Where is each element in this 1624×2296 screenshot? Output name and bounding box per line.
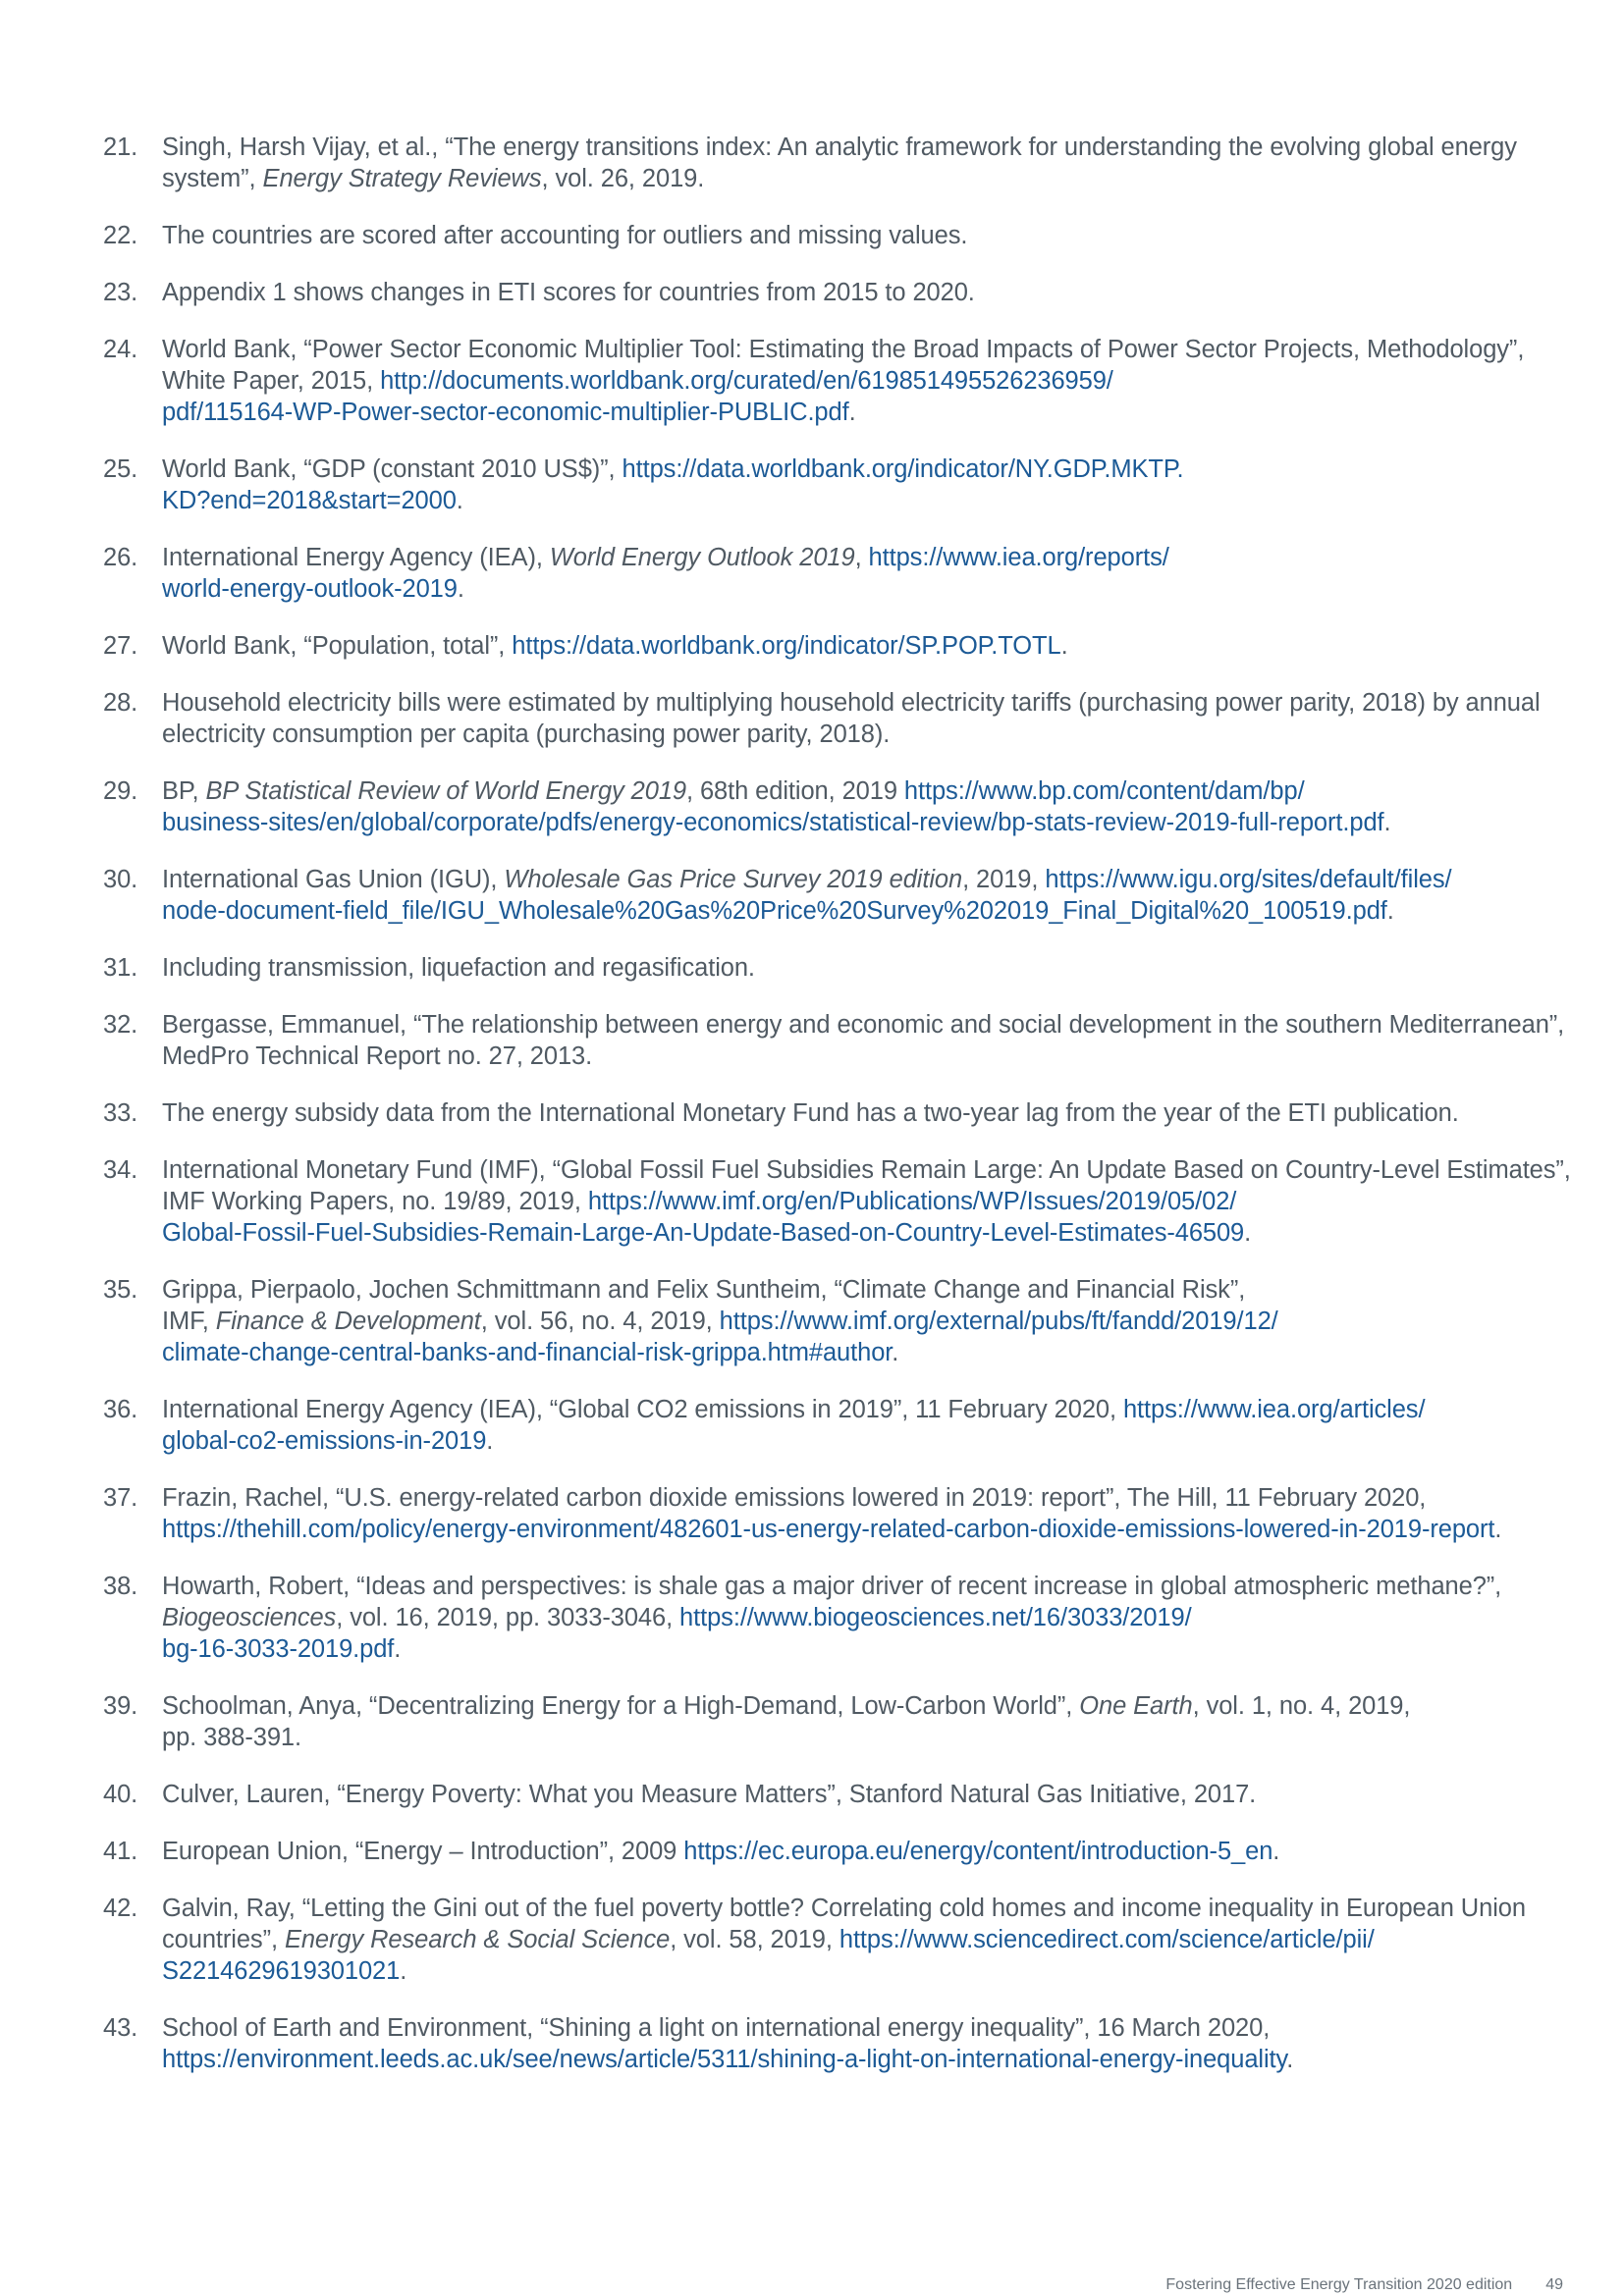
endnote-text bbox=[162, 632, 1068, 660]
reference-link[interactable]: https://www.imf.org/en/Publications/WP/Issues/2019/05/02/ Global-Fossil-Fuel-Subsidies-Remain-Large-An-Update-Based-on-Country-Level-Estimates-46509 bbox=[162, 1188, 1245, 1247]
endnote-text-segment: European Union, “Energy – Introduction”, 2009 bbox=[162, 1838, 684, 1865]
endnote-number: 26. bbox=[103, 544, 138, 571]
reference-link[interactable]: https://data.worldbank.org/indicator/SP.POP.TOTL bbox=[512, 632, 1061, 660]
publication-title: Finance & Development bbox=[215, 1308, 481, 1335]
publication-title: Energy Strategy Reviews bbox=[262, 165, 542, 192]
endnote-number: 29. bbox=[103, 777, 138, 805]
endnote-number: 41. bbox=[103, 1838, 138, 1865]
endnote-item bbox=[103, 334, 1576, 428]
endnote-item bbox=[103, 454, 1576, 516]
reference-link[interactable]: https://www.igu.org/sites/default/files/ node-document-field_file/IGU_Wholesale%20Gas%20Price%20Survey%202019_Final_Digital%20_100519.pdf bbox=[162, 866, 1452, 925]
endnote-text-segment: . bbox=[1494, 1516, 1502, 1543]
endnote-text-segment: The energy subsidy data from the International Monetary Fund has a two-year lag from the year of the ETI publication. bbox=[162, 1099, 1459, 1127]
publication-title: Wholesale Gas Price Survey 2019 edition bbox=[504, 866, 963, 893]
page-number: 49 bbox=[1545, 2276, 1563, 2293]
endnote-text-segment: , 68th edition, 2019 bbox=[686, 777, 904, 805]
endnote-text-segment: , 2019, bbox=[962, 866, 1046, 893]
endnote-item bbox=[103, 687, 1576, 750]
publication-title: Biogeosciences bbox=[162, 1604, 337, 1631]
endnote-text-segment: . bbox=[848, 399, 856, 426]
endnote-text bbox=[162, 1099, 1459, 1127]
endnote-number: 33. bbox=[103, 1099, 138, 1127]
endnote-item bbox=[103, 1154, 1576, 1249]
endnote-number: 23. bbox=[103, 279, 138, 306]
endnote-number: 40. bbox=[103, 1781, 138, 1808]
endnote-item bbox=[103, 775, 1576, 838]
endnote-text-segment: Frazin, Rachel, “U.S. energy-related carbon dioxide emissions lowered in 2019: report”, The Hill, 11 February 2020, bbox=[162, 1484, 1427, 1512]
endnote-text-segment: BP, bbox=[162, 777, 206, 805]
endnote-text bbox=[162, 866, 1451, 925]
endnote-text-segment: Schoolman, Anya, “Decentralizing Energy for a High-Demand, Low-Carbon World”, bbox=[162, 1692, 1080, 1720]
endnote-text-segment: . bbox=[456, 487, 463, 514]
endnote-item bbox=[103, 1690, 1576, 1753]
endnote-number: 34. bbox=[103, 1156, 138, 1184]
reference-link[interactable]: https://environment.leeds.ac.uk/see/news/article/5311/shining-a-light-on-international-energy-inequality bbox=[162, 2046, 1287, 2073]
endnote-number: 22. bbox=[103, 222, 138, 249]
endnote-number: 27. bbox=[103, 632, 138, 660]
endnote-text-segment: Howarth, Robert, “Ideas and perspectives: is shale gas a major driver of recent increase in global atmospheric methane?”, bbox=[162, 1573, 1509, 1600]
endnote-text-segment: Culver, Lauren, “Energy Poverty: What you Measure Matters”, Stanford Natural Gas Initiative, 2017. bbox=[162, 1781, 1257, 1808]
reference-link[interactable]: https://www.iea.org/articles/ global-co2-emissions-in-2019 bbox=[162, 1396, 1426, 1455]
endnote-text bbox=[162, 544, 1169, 603]
endnote-text bbox=[162, 1838, 1279, 1865]
endnote-number: 31. bbox=[103, 954, 138, 982]
endnote-text-segment: . bbox=[1386, 897, 1394, 925]
endnote-text bbox=[162, 222, 967, 249]
endnote-item bbox=[103, 1274, 1576, 1368]
endnote-text-segment: . bbox=[457, 575, 464, 603]
endnote-number: 38. bbox=[103, 1573, 138, 1600]
endnote-item bbox=[103, 1009, 1576, 1072]
reference-link[interactable]: https://data.worldbank.org/indicator/NY.GDP.MKTP. KD?end=2018&start=2000 bbox=[162, 455, 1184, 514]
endnote-number: 24. bbox=[103, 336, 138, 363]
endnote-text-segment: International Energy Agency (IEA), “Global CO2 emissions in 2019”, 11 February 2020, bbox=[162, 1396, 1123, 1423]
reference-link[interactable]: https://www.iea.org/reports/ world-energy-outlook-2019 bbox=[162, 544, 1169, 603]
endnote-text-segment: World Bank, “GDP (constant 2010 US$)”, bbox=[162, 455, 623, 483]
endnote-text bbox=[162, 1396, 1425, 1455]
endnote-text-segment: . bbox=[1244, 1219, 1252, 1247]
endnote-text-segment: . bbox=[1060, 632, 1068, 660]
endnote-text bbox=[162, 1156, 1578, 1247]
endnotes-list bbox=[103, 132, 1576, 2101]
endnote-item bbox=[103, 864, 1576, 927]
publication-title: BP Statistical Review of World Energy 2019 bbox=[205, 777, 686, 805]
publication-title: Energy Research & Social Science bbox=[284, 1926, 671, 1953]
endnote-number: 35. bbox=[103, 1276, 138, 1304]
endnote-text-segment: . bbox=[394, 1635, 402, 1663]
endnote-text bbox=[162, 279, 975, 306]
endnote-text-segment: Singh, Harsh Vijay, et al., “The energy transitions index: An analytic framework for understanding the evolving global energy system”, bbox=[162, 133, 1524, 192]
endnote-text-segment: Household electricity bills were estimated by multiplying household electricity tariffs (purchasing power parity, 2018) by annual electricity consumption per capita (purchasing power parity, 2018). bbox=[162, 689, 1547, 748]
endnote-number: 21. bbox=[103, 133, 138, 161]
endnote-text-segment: . bbox=[892, 1339, 899, 1366]
endnote-text bbox=[162, 1781, 1256, 1808]
endnote-text bbox=[162, 1895, 1533, 1985]
endnote-text bbox=[162, 2014, 1293, 2073]
endnote-text-segment: , vol. 58, 2019, bbox=[670, 1926, 839, 1953]
endnote-text-segment: . bbox=[1272, 1838, 1280, 1865]
endnote-text-segment: . bbox=[1383, 809, 1391, 836]
endnote-text-segment: International Monetary Fund (IMF), “Global Fossil Fuel Subsidies Remain Large: An Update Based on Country-Level Estimates”, IMF Working Papers, no. 19/89, 2019, bbox=[162, 1156, 1578, 1215]
endnote-text-segment: International Energy Agency (IEA), bbox=[162, 544, 550, 571]
endnote-text-segment: . bbox=[400, 1957, 407, 1985]
endnote-text-segment: Including transmission, liquefaction and regasification. bbox=[162, 954, 755, 982]
endnote-item bbox=[103, 220, 1576, 251]
endnote-number: 39. bbox=[103, 1692, 138, 1720]
endnote-item bbox=[103, 1482, 1576, 1545]
endnote-text-segment: Galvin, Ray, “Letting the Gini out of the fuel poverty bottle? Correlating cold homes and income inequality in European Union countries”, bbox=[162, 1895, 1533, 1953]
endnote-number: 30. bbox=[103, 866, 138, 893]
endnote-text-segment: , vol. 56, no. 4, 2019, bbox=[480, 1308, 720, 1335]
endnote-text-segment: . bbox=[486, 1427, 494, 1455]
endnote-text-segment: The countries are scored after accounting for outliers and missing values. bbox=[162, 222, 968, 249]
endnote-item bbox=[103, 1893, 1576, 1987]
endnote-item bbox=[103, 1836, 1576, 1867]
reference-link[interactable]: https://www.bp.com/content/dam/bp/ business-sites/en/global/corporate/pdfs/energy-economics/statistical-review/bp-stats-review-2019-full-report.pdf bbox=[162, 777, 1384, 836]
endnote-text bbox=[162, 777, 1391, 836]
endnote-number: 32. bbox=[103, 1011, 138, 1039]
endnote-text bbox=[162, 455, 1184, 514]
endnote-text-segment: World Bank, “Population, total”, bbox=[162, 632, 513, 660]
endnote-text bbox=[162, 336, 1531, 426]
endnote-item bbox=[103, 630, 1576, 662]
endnote-text-segment: Appendix 1 shows changes in ETI scores for countries from 2015 to 2020. bbox=[162, 279, 975, 306]
endnote-item bbox=[103, 1097, 1576, 1129]
endnote-item bbox=[103, 1571, 1576, 1665]
endnote-text bbox=[162, 1573, 1508, 1663]
endnote-text-segment: , bbox=[854, 544, 869, 571]
page-footer bbox=[1165, 2276, 1563, 2294]
endnote-text-segment: , vol. 16, 2019, pp. 3033-3046, bbox=[336, 1604, 680, 1631]
reference-link[interactable]: https://thehill.com/policy/energy-environment/482601-us-energy-related-carbon-dioxide-emissions-lowered-in-2019-report bbox=[162, 1516, 1495, 1543]
reference-link[interactable]: https://ec.europa.eu/energy/content/introduction-5_en bbox=[683, 1838, 1273, 1865]
endnote-number: 43. bbox=[103, 2014, 138, 2042]
endnote-text-segment: . bbox=[1286, 2046, 1294, 2073]
endnote-text bbox=[162, 954, 755, 982]
endnote-number: 25. bbox=[103, 455, 138, 483]
endnote-text-segment: Grippa, Pierpaolo, Jochen Schmittmann and Felix Suntheim, “Climate Change and Financial Risk”, IMF, bbox=[162, 1276, 1246, 1335]
endnote-text bbox=[162, 1011, 1571, 1070]
endnote-text-segment: International Gas Union (IGU), bbox=[162, 866, 505, 893]
publication-title: One Earth bbox=[1079, 1692, 1193, 1720]
endnote-text bbox=[162, 1276, 1278, 1366]
endnote-number: 42. bbox=[103, 1895, 138, 1922]
endnote-text bbox=[162, 133, 1524, 192]
endnote-item bbox=[103, 2012, 1576, 2075]
endnote-item bbox=[103, 132, 1576, 194]
endnote-text-segment: World Bank, “Power Sector Economic Multiplier Tool: Estimating the Broad Impacts of Power Sector Projects, Methodology”, White Paper, 2015, bbox=[162, 336, 1532, 395]
endnote-item bbox=[103, 277, 1576, 308]
endnote-text bbox=[162, 1692, 1410, 1751]
publication-title: World Energy Outlook 2019 bbox=[549, 544, 855, 571]
endnote-item bbox=[103, 1779, 1576, 1810]
endnote-number: 28. bbox=[103, 689, 138, 717]
endnote-number: 37. bbox=[103, 1484, 138, 1512]
reference-link[interactable]: https://www.imf.org/external/pubs/ft/fandd/2019/12/ climate-change-central-banks-and-financial-risk-grippa.htm#author bbox=[162, 1308, 1278, 1366]
reference-link[interactable]: https://www.biogeosciences.net/16/3033/2019/ bg-16-3033-2019.pdf bbox=[162, 1604, 1192, 1663]
endnote-number: 36. bbox=[103, 1396, 138, 1423]
endnote-text-segment: , vol. 26, 2019. bbox=[541, 165, 705, 192]
endnote-item bbox=[103, 1394, 1576, 1457]
endnote-text-segment: School of Earth and Environment, “Shining a light on international energy inequality”, 16 March 2020, bbox=[162, 2014, 1271, 2042]
reference-link[interactable]: https://www.sciencedirect.com/science/article/pii/ S2214629619301021 bbox=[162, 1926, 1375, 1985]
endnote-text-segment: Bergasse, Emmanuel, “The relationship between energy and economic and social development in the southern Mediterranean”, MedPro Technical Report no. 27, 2013. bbox=[162, 1011, 1572, 1070]
endnote-item bbox=[103, 542, 1576, 605]
endnote-text bbox=[162, 689, 1547, 748]
reference-link[interactable]: http://documents.worldbank.org/curated/en/619851495526236959/ pdf/115164-WP-Power-sector-economic-multiplier-PUBLIC.pdf bbox=[162, 367, 1113, 426]
endnote-text bbox=[162, 1484, 1501, 1543]
endnote-text-segment: , vol. 1, no. 4, 2019, pp. 388-391. bbox=[162, 1692, 1411, 1751]
endnote-item bbox=[103, 952, 1576, 984]
footer-publication-title: Fostering Effective Energy Transition 2020 edition bbox=[1165, 2276, 1513, 2293]
